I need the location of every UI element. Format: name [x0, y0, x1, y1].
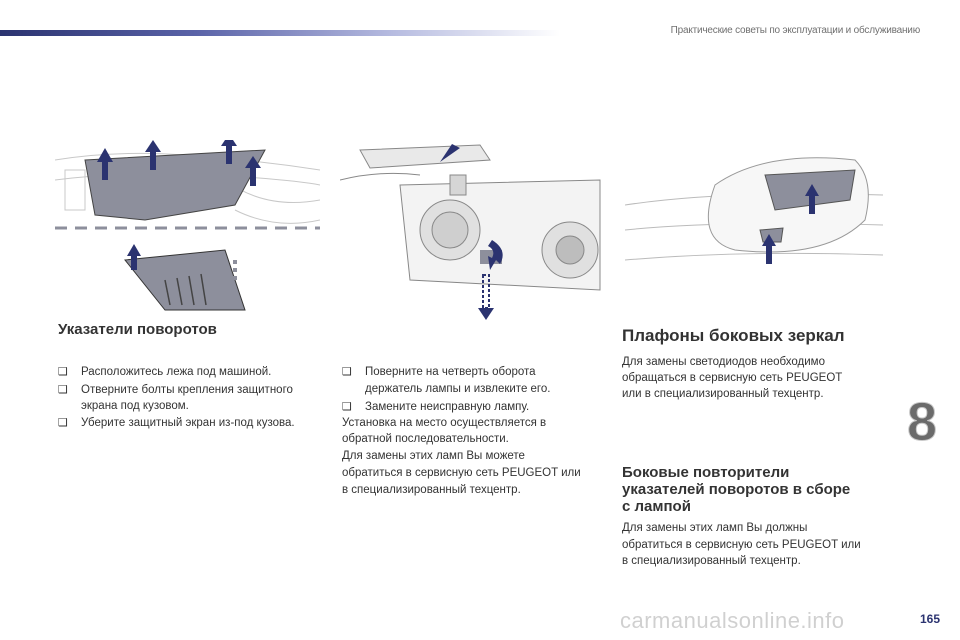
turn-col2-line-7: обратиться в сервисную сеть PEUGEOT или [342, 467, 581, 479]
repeaters-heading-line-1: Боковые повторители [622, 464, 790, 481]
side-mirror-illustration [625, 150, 885, 290]
page-number: 165 [919, 612, 940, 626]
turn-col2-line-5: обратной последовательности. [342, 433, 509, 445]
headlamp-illustration [340, 140, 605, 320]
chapter-tab [900, 390, 960, 450]
watermark: carmanualsonline.info [620, 608, 845, 633]
repeaters-heading-line-3: с лампой [622, 498, 691, 515]
repeaters-heading-line-2: указателей поворотов в сборе [622, 481, 851, 498]
bullet-icon: ❑ [342, 401, 352, 413]
repeaters-text-line-2: обратиться в сервисную сеть PEUGEOT или [622, 539, 861, 551]
mirror-text-line-3: или в специализированный техцентр. [622, 388, 824, 400]
mirror-lamps-heading: Плафоны боковых зеркал [622, 326, 845, 345]
bullet-icon: ❑ [58, 384, 68, 396]
page-header-title: Практические советы по эксплуатации и обслуживанию [670, 25, 920, 36]
repeaters-text-line-3: в специализированный техцентр. [622, 555, 801, 567]
undertray-illustration [55, 140, 320, 320]
bullet-icon: ❑ [58, 366, 68, 378]
mirror-text-line-2: обращаться в сервисную сеть PEUGEOT [622, 372, 843, 384]
turn-col2-line-6: Для замены этих ламп Вы можете [342, 450, 525, 462]
bullet-icon: ❑ [58, 417, 68, 429]
turn-col2-line-8: в специализированный техцентр. [342, 484, 521, 496]
bullet-icon: ❑ [342, 366, 352, 378]
header-bar [0, 30, 560, 36]
mirror-text-line-1: Для замены светодиодов необходимо [622, 356, 825, 368]
chapter-number: 8 [906, 392, 938, 450]
turn-col2-line-4: Установка на место осуществляется в [342, 417, 547, 429]
turn-indicators-heading: Указатели поворотов [58, 321, 217, 338]
repeaters-text-line-1: Для замены этих ламп Вы должны [622, 522, 808, 534]
